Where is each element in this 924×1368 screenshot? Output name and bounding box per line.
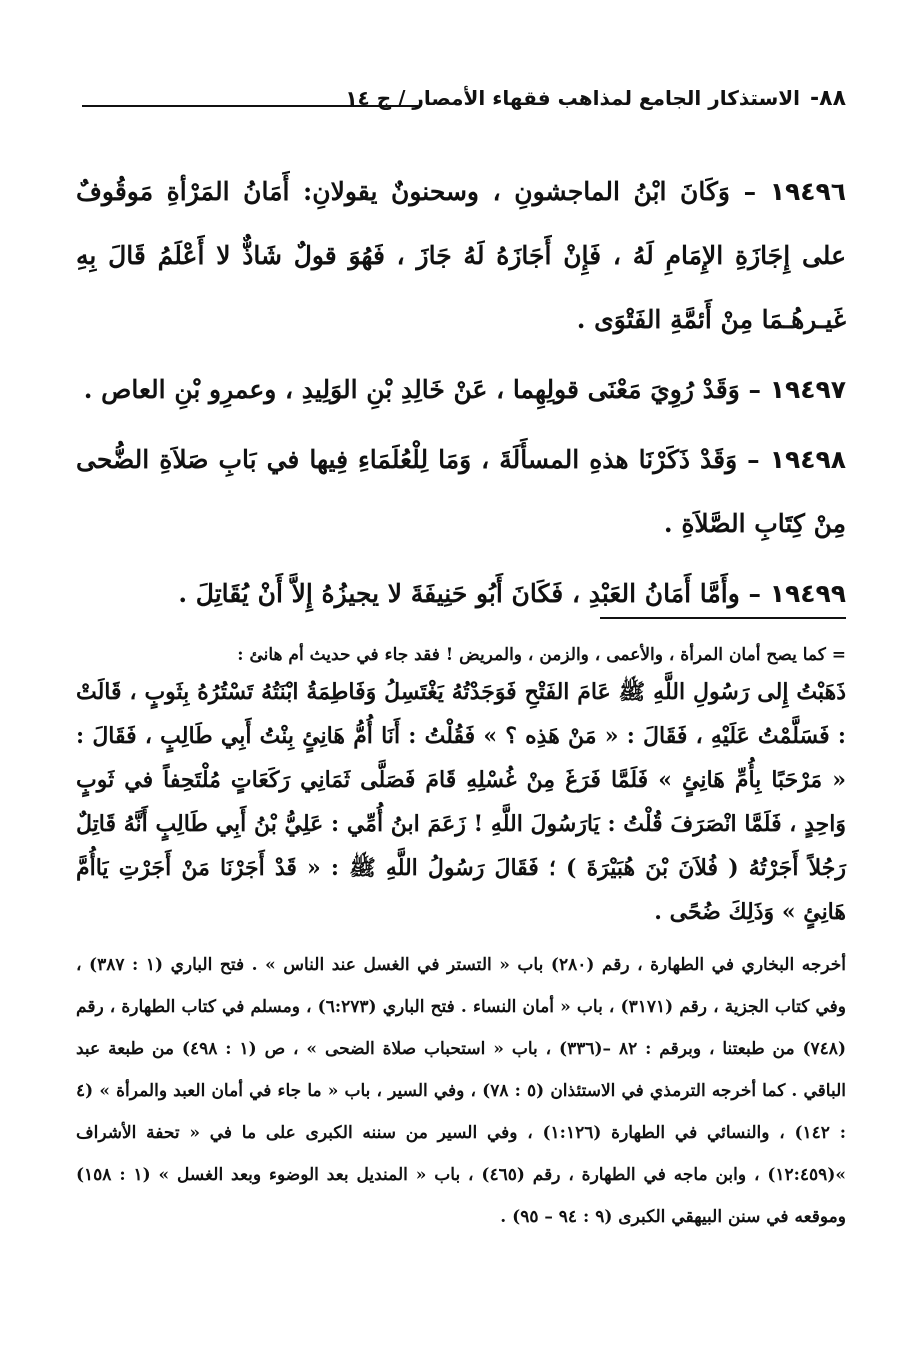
footnote (76, 640, 846, 1238)
paragraph-19496 (76, 160, 846, 352)
footnote-reference: أخرجه البخاري في الطهارة ، رقم (٢٨٠) باب « التستر في الغسل عند الناس » . فتح الباري (١ : ٣٨٧) ، وفي كتاب الجزية ، رقم (٣١٧١) ، باب « أمان النساء . فتح الباري (٦:٢٧٣) ، ومسلم في كتاب الطهارة ، رقم (٧٤٨) من طبعتنا ، وبرقم : ٨٢ –(٣٣٦) ، باب « استحباب صلاة الضحى » ، ص (١ : ٤٩٨) من طبعة عبد الباقي . كما أخرجه الترمذي في الاستئذان (٥ : ٧٨) ، وفي السير ، باب « ما جاء في أمان العبد والمرأة » (٤ : ١٤٢) ، والنسائي في الطهارة (١:١٢٦) ، وفي السير من سننه الكبرى على ما في « تحفة الأشراف »(١٢:٤٥٩) ، وابن ماجه في الطهارة ، رقم (٤٦٥) ، باب « المنديل بعد الوضوء وبعد الغسل » (١ : ١٥٨) وموقعه في سنن البيهقي الكبرى (٩ : ٩٤ – ٩٥) . (76, 955, 847, 1227)
footnote-hadith-quote: ذَهَبْتُ إِلى رَسُولِ اللَّهِ ﷺ عَامَ الفَتْحِ فَوَجَدْتُهُ يَغْتَسِلُ وَفَاطِمَةُ ابْنَتُهُ تَسْتُرُهُ بِثَوبٍ ، قَالَتْ : فَسَلَّمْتُ عَلَيْهِ ، فَقَالَ : « مَنْ هَذِه ؟ » فَقُلْتُ : أَنَا أُمُّ هَانِئٍ بِنْتُ أَبِي طَالِبٍ ، فَقَالَ : « مَرْحَبًا بِأُمِّ هَانِئٍ » فَلَمَّا فَرَغَ مِنْ غُسْلِهِ قَامَ فَصَلَّى ثَمَانِي رَكَعَاتٍ مُلْتَحِفاً في ثَوبٍ وَاحِدٍ ، فَلَمَّا انْصَرَفَ قُلْتُ : يَارَسُولَ اللَّهِ ! زَعَمَ ابنُ أُمِّي : عَلِيُّ بْنُ أَبِي طَالِبٍ أَنَّهُ قَاتِلٌ رَجُلاً أَجَرْتُهُ ( فُلاَنَ بْنَ هُبَيْرَةَ ) ؛ فَقَالَ رَسُولُ اللَّهِ ﷺ : « قَدْ أَجَرْنَا مَنْ أَجَرْتِ يَاأُمَّ هَانِئٍ » وَذَلِكَ ضُحًى . (76, 679, 846, 925)
paragraph-number: ١٩٤٩٦ (769, 177, 846, 206)
paragraph-text: – وَقَدْ ذَكَرْنَا هذهِ المسأَلَةَ ، وَمَا لِلْعُلَمَاءِ فِيها في بَابِ صَلاَةِ الضُّحى مِنْ كِتَابِ الصَّلاَةِ . (76, 445, 846, 538)
paragraph-number: ١٩٤٩٩ (769, 579, 846, 608)
footnote-separator (600, 617, 846, 619)
paragraph-19498 (76, 428, 846, 556)
paragraph-number: ١٩٤٩٨ (769, 445, 846, 474)
paragraph-number: ١٩٤٩٧ (769, 375, 846, 404)
running-title: الاستذكار الجامع لمذاهب فقهاء الأمصار / ج ١٤ (345, 86, 800, 110)
header-rule (82, 105, 418, 107)
footnote-intro: = كما يصح أمان المرأة ، والأعمى ، والزمن ، والمريض ! فقد جاء في حديث أم هانئ : (237, 645, 846, 665)
paragraph-text: – وَكَانَ ابْنُ الماجشونِ ، وسحنونٌ يقولانِ: أَمَانُ المَرْأةِ مَوقُوفٌ على إِجَازَةِ الإِمَامِ لَهُ ، فَإِنْ أَجَازَهُ لَهُ جَازَ ، فَهُوَ قولٌ شَاذٌّ لا أَعْلَمُ قَالَ بِهِ غَيـرهُـمَا مِنْ أَئمَّةِ الفَتْوَى . (76, 177, 846, 334)
paragraph-text: – وأَمَّا أَمَانُ العَبْدِ ، فَكَانَ أَبُو حَنِيفَةَ لا يجيزُهُ إِلاَّ أَنْ يُقَاتِلَ . (178, 579, 761, 608)
running-header (76, 78, 846, 118)
paragraph-19497 (76, 358, 846, 422)
main-text (76, 160, 846, 632)
page-number: ٨٨- (810, 85, 846, 111)
paragraph-text: – وَقَدْ رُوِيَ مَعْنَى قولِهِما ، عَنْ خَالِدِ بْنِ الوَلِيدِ ، وعمرِو بْنِ العاص . (83, 375, 761, 404)
